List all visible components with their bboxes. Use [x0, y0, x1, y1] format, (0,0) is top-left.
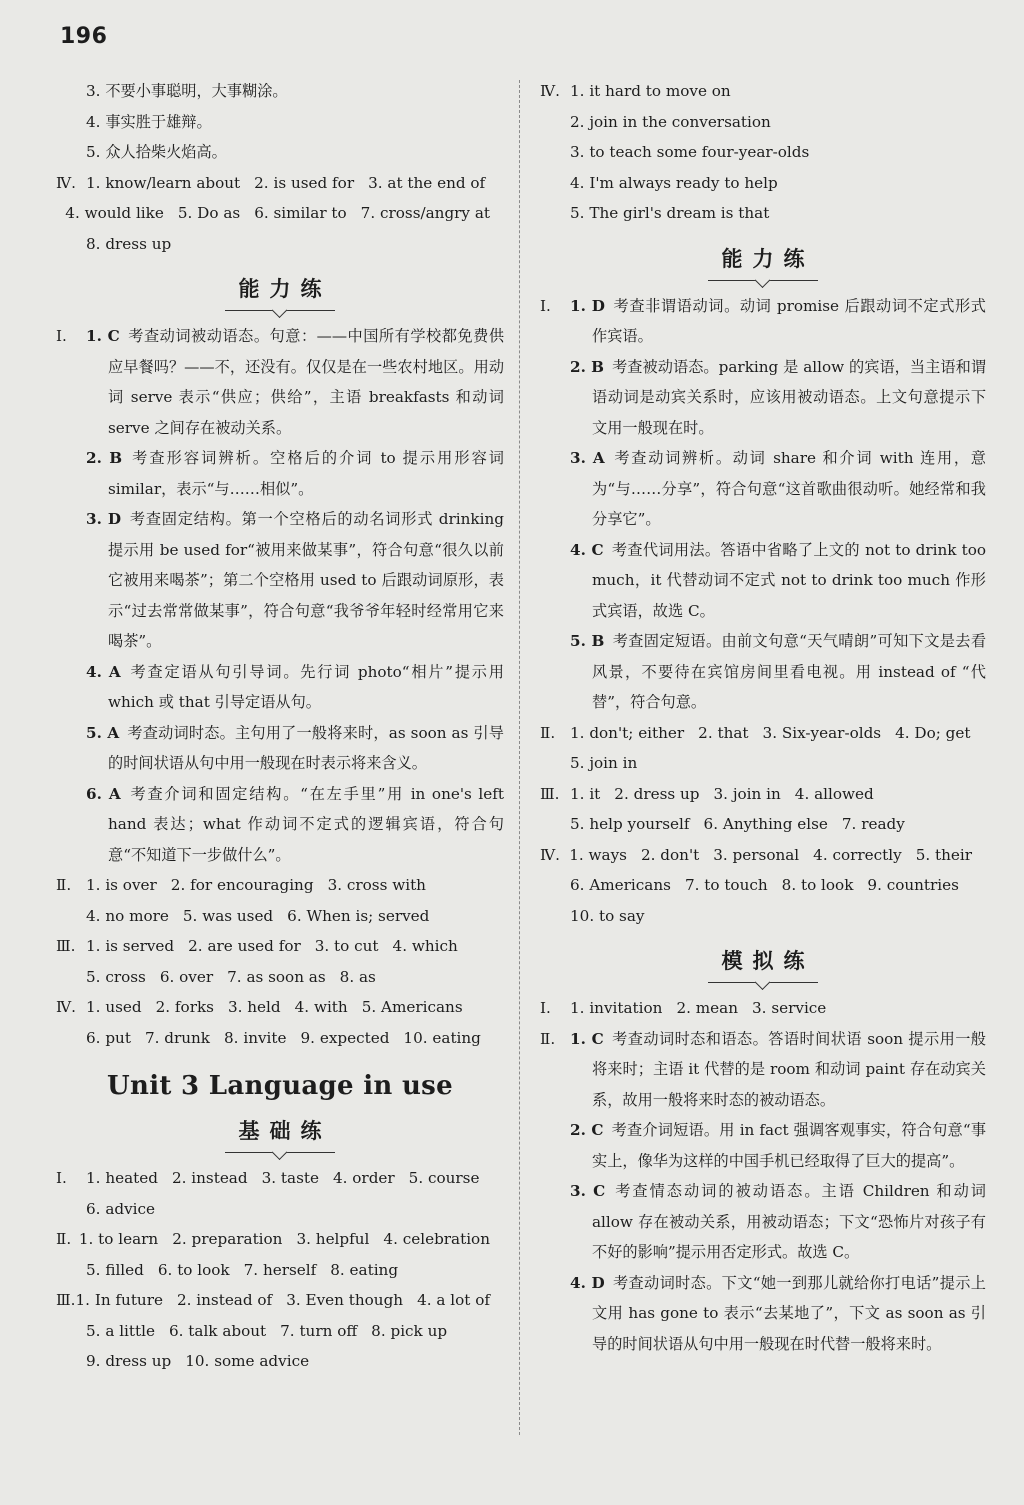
answer-item: 2. preparation: [172, 1230, 283, 1248]
answer-line: [56, 992, 504, 1023]
section-numeral: Ⅳ.: [56, 998, 77, 1016]
answer-item: 3. Even though: [286, 1291, 404, 1309]
answer-item: 6. over: [159, 967, 214, 986]
answer-item: 5. course: [408, 1169, 480, 1187]
answer-item: 5. a little: [86, 1321, 155, 1340]
answer-item: 5. join in: [570, 754, 638, 772]
unit-title: Unit 3 Language in use: [107, 1071, 453, 1101]
answer-line: [540, 76, 986, 107]
answer-item: 7. herself: [243, 1260, 317, 1279]
answer-item: 4. Do; get: [895, 723, 971, 742]
heading-underline: [708, 982, 818, 983]
answer-item: 3. service: [752, 999, 827, 1017]
answer-key: 2. B: [570, 357, 605, 376]
answer-item: 1. ways: [569, 845, 627, 864]
answer-item: 5. cross: [86, 967, 146, 986]
answer-item: 7. as soon as: [227, 967, 326, 986]
exercise-explanation: [540, 443, 986, 535]
answer-item: 6. put: [86, 1028, 131, 1047]
answer-line: [56, 1023, 504, 1054]
answer-line: [540, 198, 986, 229]
exercise-explanation: [540, 352, 986, 444]
explanation-body: [86, 779, 504, 871]
answer-line: [56, 1163, 504, 1194]
answer-item: 1. don't; either: [570, 723, 685, 742]
answer-item: 2. are used for: [188, 937, 301, 955]
answer-key: 3. A: [570, 449, 605, 467]
answer-item: 1. it: [570, 784, 601, 803]
right-answer-lines: [540, 718, 986, 932]
section-numeral: Ⅰ.: [56, 327, 67, 345]
section-numeral: [540, 1176, 570, 1268]
answer-line: [56, 198, 504, 229]
answer-item: 8. dress up: [86, 234, 172, 253]
answer-item: 9. expected: [300, 1028, 390, 1047]
section-numeral: Ⅰ.: [56, 1169, 67, 1187]
answer-line: [540, 809, 986, 840]
explanation-text: 考查动词被动语态。句意：——中国所有学校都免费供应早餐吗？——不，还没有。仅仅是在一些农村地区。用动词 serve 表示“供应；供给”，主语 breakfasts 和动词 serve 之间存在被动关系。: [108, 327, 505, 437]
answer-line: [56, 962, 504, 993]
section-title: 能力练: [238, 277, 332, 301]
right-exercises: [540, 291, 986, 718]
answer-item: 2. instead: [171, 1169, 248, 1187]
right-top-answers: [540, 76, 986, 229]
answer-line: [56, 870, 504, 901]
exercise-explanation: [540, 1176, 986, 1268]
section-numeral: [540, 1115, 570, 1176]
answer-item: 7. turn off: [280, 1321, 358, 1340]
answer-item: 7. cross/angry at: [360, 204, 490, 222]
section-numeral: Ⅲ.: [540, 784, 560, 803]
section-heading-basic: [56, 1109, 504, 1157]
section-numeral: [540, 1268, 570, 1360]
explanation-body: [570, 1268, 986, 1360]
answer-line: [540, 993, 986, 1024]
answer-item: 8. invite: [224, 1028, 287, 1047]
answer-item: 3. 不要小事聪明，大事糊涂。: [86, 82, 288, 100]
explanation-text: 考查定语从句引导词。先行词 photo“相片”提示用 which 或 that 引导定语从句。: [108, 662, 504, 711]
answer-line: [56, 1224, 504, 1255]
exercise-explanation: [540, 1024, 986, 1116]
answer-line: [56, 1255, 504, 1286]
section-numeral: Ⅲ.: [56, 1291, 76, 1309]
answer-item: 4. a lot of: [417, 1291, 490, 1309]
answer-item: 2. for encouraging: [170, 876, 314, 894]
answer-line: [56, 137, 504, 168]
answer-item: 5. 众人拾柴火焰高。: [86, 143, 227, 161]
answer-item: 4. no more: [86, 906, 169, 925]
answer-line: [56, 901, 504, 932]
answer-item: 10. eating: [403, 1028, 481, 1047]
answer-item: 3. at the end of: [368, 173, 486, 192]
answer-item: 2. forks: [155, 998, 214, 1016]
explanation-body: [86, 321, 504, 443]
answer-item: 6. talk about: [168, 1321, 267, 1340]
answer-line: [540, 718, 986, 749]
answer-line: [56, 229, 504, 260]
answer-line: [56, 1194, 504, 1225]
answer-item: 7. ready: [841, 815, 905, 833]
answer-item: 10. some advice: [185, 1352, 310, 1370]
answer-item: 1. In future: [75, 1291, 163, 1309]
exercise-explanation: [540, 1115, 986, 1176]
answer-item: 8. as: [339, 967, 376, 986]
explanation-text: 考查介词和固定结构。“在左手里”用 in one's left hand 表达；what 作动词不定式的逻辑宾语，符合句意“不知道下一步做什么”。: [108, 784, 504, 864]
explanation-body: [570, 443, 986, 535]
answer-line: [540, 779, 986, 810]
answer-line: [56, 931, 504, 962]
answer-item: 6. Americans: [570, 876, 671, 894]
heading-underline: [225, 310, 335, 311]
explanation-text: 考查固定短语。由前文句意“天气晴朗”可知下文是去看风景，不要待在宾馆房间里看电视。用 instead of “代替”，符合句意。: [592, 632, 987, 711]
explanation-body: [86, 657, 504, 718]
answer-key: 3. D: [86, 510, 122, 528]
answer-item: 4. which: [392, 937, 458, 955]
explanation-text: 考查动词时态和语态。答语时间状语 soon 提示用一般将来时；主语 it 代替的是 room 和动词 paint 存在动宾关系，故用一般将来时态的被动语态。: [592, 1029, 986, 1109]
answer-item: 2. is used for: [254, 173, 355, 192]
section-numeral: Ⅲ.: [56, 937, 76, 955]
explanation-text: 考查形容词辨析。空格后的介词 to 提示用形容词 similar，表示“与……相似”。: [108, 449, 504, 498]
answer-key: 2. B: [86, 449, 123, 467]
answer-item: 3. cross with: [327, 876, 426, 894]
answer-item: 4. with: [294, 998, 348, 1016]
heading-underline: [225, 1152, 335, 1153]
right-column: [540, 76, 986, 1359]
answer-item: 1. invitation: [570, 999, 663, 1017]
answer-item: 4. celebration: [383, 1230, 490, 1248]
section-numeral: [540, 352, 570, 444]
answer-line: [56, 76, 504, 107]
answer-item: 4. correctly: [813, 845, 902, 864]
section-title: 基础练: [238, 1119, 332, 1143]
answer-key: 6. A: [86, 784, 121, 803]
answer-item: 8. pick up: [371, 1321, 448, 1340]
section-numeral: [56, 718, 86, 779]
section-numeral: Ⅳ.: [540, 845, 561, 864]
section-numeral: [540, 535, 570, 627]
answer-item: 1. is served: [86, 937, 175, 955]
left-answer-lines: [56, 870, 504, 1053]
explanation-body: [86, 443, 504, 504]
exercise-explanation: [56, 718, 504, 779]
answer-line: [56, 107, 504, 138]
explanation-text: 考查动词时态。下文“她一到那儿就给你打电话”提示上文用 has gone to 表示“去某地了”，下文 as soon as 引导的时间状语从句中用一般现在时代替一般将来时。: [592, 1273, 986, 1353]
answer-line: [540, 748, 986, 779]
answer-line: [540, 870, 986, 901]
explanation-text: 考查情态动词的被动语态。主语 Children 和动词 allow 存在被动关系，用被动语态；下文“恐怖片对孩子有不好的影响”提示用否定形式。故选 C。: [592, 1182, 986, 1261]
answer-item: 9. countries: [867, 876, 959, 894]
answer-item: 4. would like: [65, 204, 164, 222]
explanation-body: [570, 1024, 986, 1116]
exercise-explanation: [540, 1268, 986, 1360]
answer-line: [540, 840, 986, 871]
answer-item: 9. dress up: [86, 1352, 172, 1370]
answer-item: 5. help yourself: [570, 815, 690, 833]
answer-item: 3. Six-year-olds: [762, 723, 882, 742]
answer-item: 6. to look: [157, 1260, 230, 1279]
answer-key: 1. C: [570, 1029, 604, 1048]
answer-item: 5. Do as: [177, 204, 241, 222]
section-numeral: [56, 504, 86, 657]
section-numeral: [540, 443, 570, 535]
answer-item: 5. filled: [86, 1260, 144, 1279]
answer-item: 7. to touch: [684, 876, 768, 894]
answer-item: 4. allowed: [794, 784, 874, 803]
answer-item: 10. to say: [570, 906, 645, 925]
answer-line: [56, 1285, 504, 1316]
explanation-text: 考查非谓语动词。动词 promise 后跟动词不定式形式作宾语。: [592, 296, 986, 345]
section-heading-ability-right: [540, 237, 986, 285]
answer-item: 1. know/learn about: [86, 173, 241, 192]
section-numeral: Ⅳ.: [56, 173, 77, 192]
explanation-text: 考查动词辨析。动词 share 和介词 with 连用，意为“与……分享”，符合句意“这首歌曲很动听。她经常和我分享它”。: [592, 449, 986, 528]
answer-key: 1. D: [570, 296, 605, 315]
answer-item: 2. don't: [640, 845, 700, 864]
section-title: 模拟练: [721, 949, 815, 973]
answer-item: 3. to teach some four-year-olds: [570, 143, 810, 161]
exercise-explanation: [540, 535, 986, 627]
section-numeral: Ⅰ.: [540, 296, 551, 315]
section-numeral: [56, 443, 86, 504]
answer-key: 4. A: [86, 662, 121, 681]
explanation-body: [86, 718, 504, 779]
exercise-explanation: [540, 291, 986, 352]
right-mock-answers: [540, 993, 986, 1024]
answer-line: [540, 901, 986, 932]
answer-item: 2. that: [698, 723, 749, 742]
answer-item: 4. I'm always ready to help: [570, 173, 778, 192]
explanation-text: 考查动词时态。主句用了一般将来时，as soon as 引导的时间状语从句中用一般现在时表示将来含义。: [108, 723, 504, 772]
answer-item: 5. Americans: [361, 998, 463, 1016]
exercise-explanation: [540, 626, 986, 718]
answer-item: 3. taste: [261, 1169, 319, 1187]
exercise-explanation: [56, 779, 504, 871]
answer-item: 8. to look: [781, 876, 854, 894]
answer-line: [56, 1346, 504, 1377]
explanation-body: [570, 352, 986, 444]
answer-item: 3. held: [227, 998, 281, 1016]
answer-item: 6. When is; served: [287, 906, 430, 925]
explanation-body: [570, 626, 986, 718]
answer-item: 5. The girl's dream is that: [570, 204, 770, 222]
section-numeral: Ⅳ.: [540, 82, 561, 100]
explanation-text: 考查介词短语。用 in fact 强调客观事实，符合句意“事实上，像华为这样的中国手机已经取得了巨大的提高”。: [592, 1121, 987, 1170]
section-numeral: Ⅱ.: [540, 1029, 556, 1048]
section-numeral: Ⅱ.: [56, 1230, 72, 1248]
answer-line: [540, 168, 986, 199]
exercise-explanation: [56, 504, 504, 657]
right-mock-exercises: [540, 1024, 986, 1360]
answer-line: [540, 137, 986, 168]
column-divider: [519, 80, 520, 1435]
left-exercises: [56, 321, 504, 870]
answer-item: 2. mean: [676, 999, 738, 1017]
section-numeral: [540, 626, 570, 718]
answer-line: [540, 107, 986, 138]
answer-line: [56, 168, 504, 199]
answer-item: 3. to cut: [314, 937, 379, 955]
exercise-explanation: [56, 657, 504, 718]
answer-item: 3. join in: [713, 784, 781, 803]
explanation-text: 考查被动语态。parking 是 allow 的宾语，当主语和谓语动词是动宾关系时，应该用被动语态。上文句意提示下文用一般现在时。: [592, 357, 987, 437]
answer-item: 4. order: [332, 1169, 395, 1187]
answer-line: [56, 1316, 504, 1347]
answer-item: 1. it hard to move on: [570, 82, 731, 100]
answer-item: 2. instead of: [176, 1291, 273, 1309]
answer-item: 3. helpful: [296, 1230, 370, 1248]
answer-item: 7. drunk: [144, 1028, 211, 1047]
section-heading-ability-left: [56, 267, 504, 315]
answer-key: 4. C: [570, 540, 604, 559]
answer-item: 6. Anything else: [703, 815, 828, 833]
section-numeral: Ⅰ.: [540, 999, 551, 1017]
answer-item: 6. advice: [86, 1199, 156, 1218]
answer-item: 5. their: [915, 845, 972, 864]
answer-key: 1. C: [86, 327, 120, 345]
answer-item: 2. dress up: [614, 784, 700, 803]
section-title: 能力练: [721, 246, 815, 271]
answer-key: 5. A: [86, 723, 120, 742]
answer-item: 6. similar to: [254, 204, 347, 222]
answer-key: 3. C: [570, 1182, 606, 1200]
explanation-body: [570, 291, 986, 352]
answer-item: 1. used: [86, 998, 142, 1016]
exercise-explanation: [56, 321, 504, 443]
explanation-text: 考查代词用法。答语中省略了上文的 not to drink too much，it 代替动词不定式 not to drink too much 作形式宾语，故选 C。: [592, 540, 986, 620]
answer-item: 1. heated: [86, 1169, 158, 1187]
explanation-text: 考查固定结构。第一个空格后的动名词形式 drinking 提示用 be used for“被用来做某事”，符合句意“很久以前它被用来喝茶”；第二个空格用 used to 后跟动词原形，表示“过去常常做某事”，符合句意“我爷爷年轻时经常用它来喝茶”。: [108, 510, 504, 650]
answer-key: 2. C: [570, 1121, 604, 1139]
section-numeral: [56, 779, 86, 871]
section-numeral: [56, 657, 86, 718]
answer-item: 1. to learn: [78, 1230, 159, 1248]
explanation-body: [570, 1176, 986, 1268]
answer-item: 8. eating: [330, 1260, 399, 1279]
exercise-explanation: [56, 443, 504, 504]
heading-underline: [708, 280, 818, 281]
page-number: 196: [60, 24, 108, 49]
explanation-body: [86, 504, 504, 657]
section-numeral: Ⅱ.: [540, 723, 556, 742]
explanation-body: [570, 535, 986, 627]
section-numeral: Ⅱ.: [56, 876, 72, 894]
left-basic-answers: [56, 1163, 504, 1377]
section-heading-mock: [540, 939, 986, 987]
answer-item: 3. personal: [713, 845, 800, 864]
answer-key: 5. B: [570, 632, 605, 650]
answer-item: 1. is over: [86, 876, 157, 894]
answer-item: 5. was used: [182, 906, 274, 925]
answer-key: 4. D: [570, 1273, 605, 1292]
explanation-body: [570, 1115, 986, 1176]
answer-item: 4. 事实胜于雄辩。: [86, 112, 212, 131]
answer-item: 2. join in the conversation: [570, 112, 771, 131]
left-top-answers: [56, 76, 504, 259]
left-column: [56, 76, 504, 1377]
